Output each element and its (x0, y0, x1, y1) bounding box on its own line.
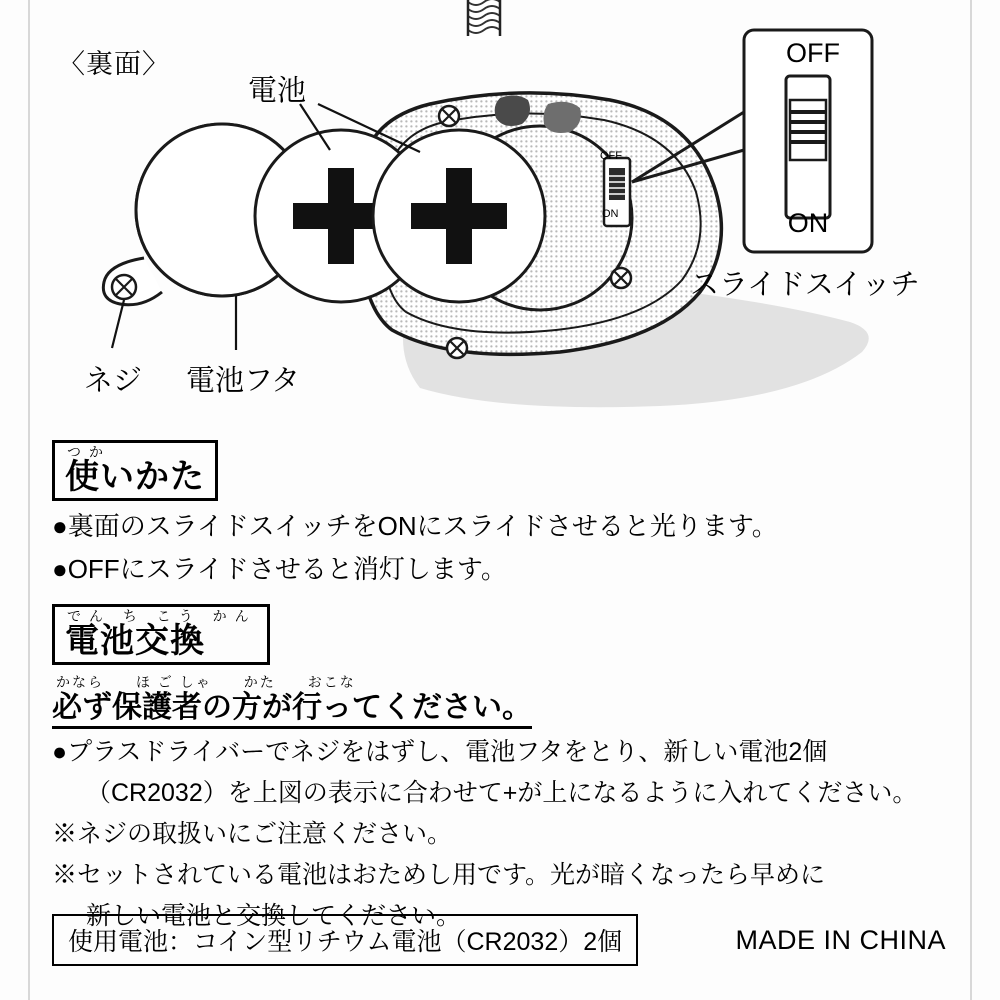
usage-heading-ruby: つか (67, 444, 111, 460)
usage-heading-box (52, 440, 218, 501)
warning-text: 必ず保護者の方が行ってください。 (52, 689, 532, 730)
battery-change-line-2: （CR2032）を上図の表示に合わせて+が上になるように入れてください。 (86, 779, 918, 808)
screw-label: ネジ (84, 365, 143, 397)
battery-label: 電池 (248, 75, 307, 107)
device-screw-bottom (447, 338, 467, 358)
battery-change-line-4: ※セットされている電池はおためし用です。光が暗くなったら早めに (52, 861, 826, 890)
back-side-label: 〈裏面〉 (58, 49, 170, 79)
device-on-label: ON (602, 208, 619, 220)
battery-change-heading-ruby: でん ち こう かん (67, 607, 257, 624)
battery-change-line-3: ※ネジの取扱いにご注意ください。 (52, 820, 453, 849)
lid-screw (112, 275, 136, 299)
footer (52, 914, 952, 966)
device-screw-right (611, 268, 631, 288)
device-screw-top (439, 106, 459, 126)
leader-screw (112, 300, 124, 348)
cord-icon (468, 0, 500, 40)
warning-ruby: かなら ほ ご しゃ かた おこな (56, 673, 356, 690)
callout-off-label: OFF (786, 38, 840, 68)
battery-change-heading: 電池交換 (65, 621, 205, 660)
instructions-content (52, 440, 952, 934)
slide-switch-label: スライドスイッチ (690, 269, 920, 301)
made-in-label: MADE IN CHINA (735, 924, 946, 955)
device-off-label: OFF (600, 150, 622, 162)
usage-line-1: ●裏面のスライドスイッチをONにスライドさせると光ります。 (52, 511, 778, 542)
battery-change-line-5: 新しい電池と交換してください。 (86, 902, 462, 931)
diagram-area (0, 0, 1000, 440)
battery-change-heading-box (52, 604, 270, 665)
battery-change-line-1: ●プラスドライバーでネジをはずし、電池フタをとり、新しい電池2個 (52, 738, 828, 767)
battery-2 (373, 130, 545, 302)
usage-heading: 使いかた (65, 458, 205, 497)
battery-lid-label: 電池フタ (186, 365, 300, 397)
battery-spec-box: 使用電池：コイン型リチウム電池（CR2032）2個 (52, 914, 638, 966)
callout-on-label: ON (787, 208, 829, 238)
usage-line-2: ●OFFにスライドさせると消灯します。 (52, 554, 507, 585)
